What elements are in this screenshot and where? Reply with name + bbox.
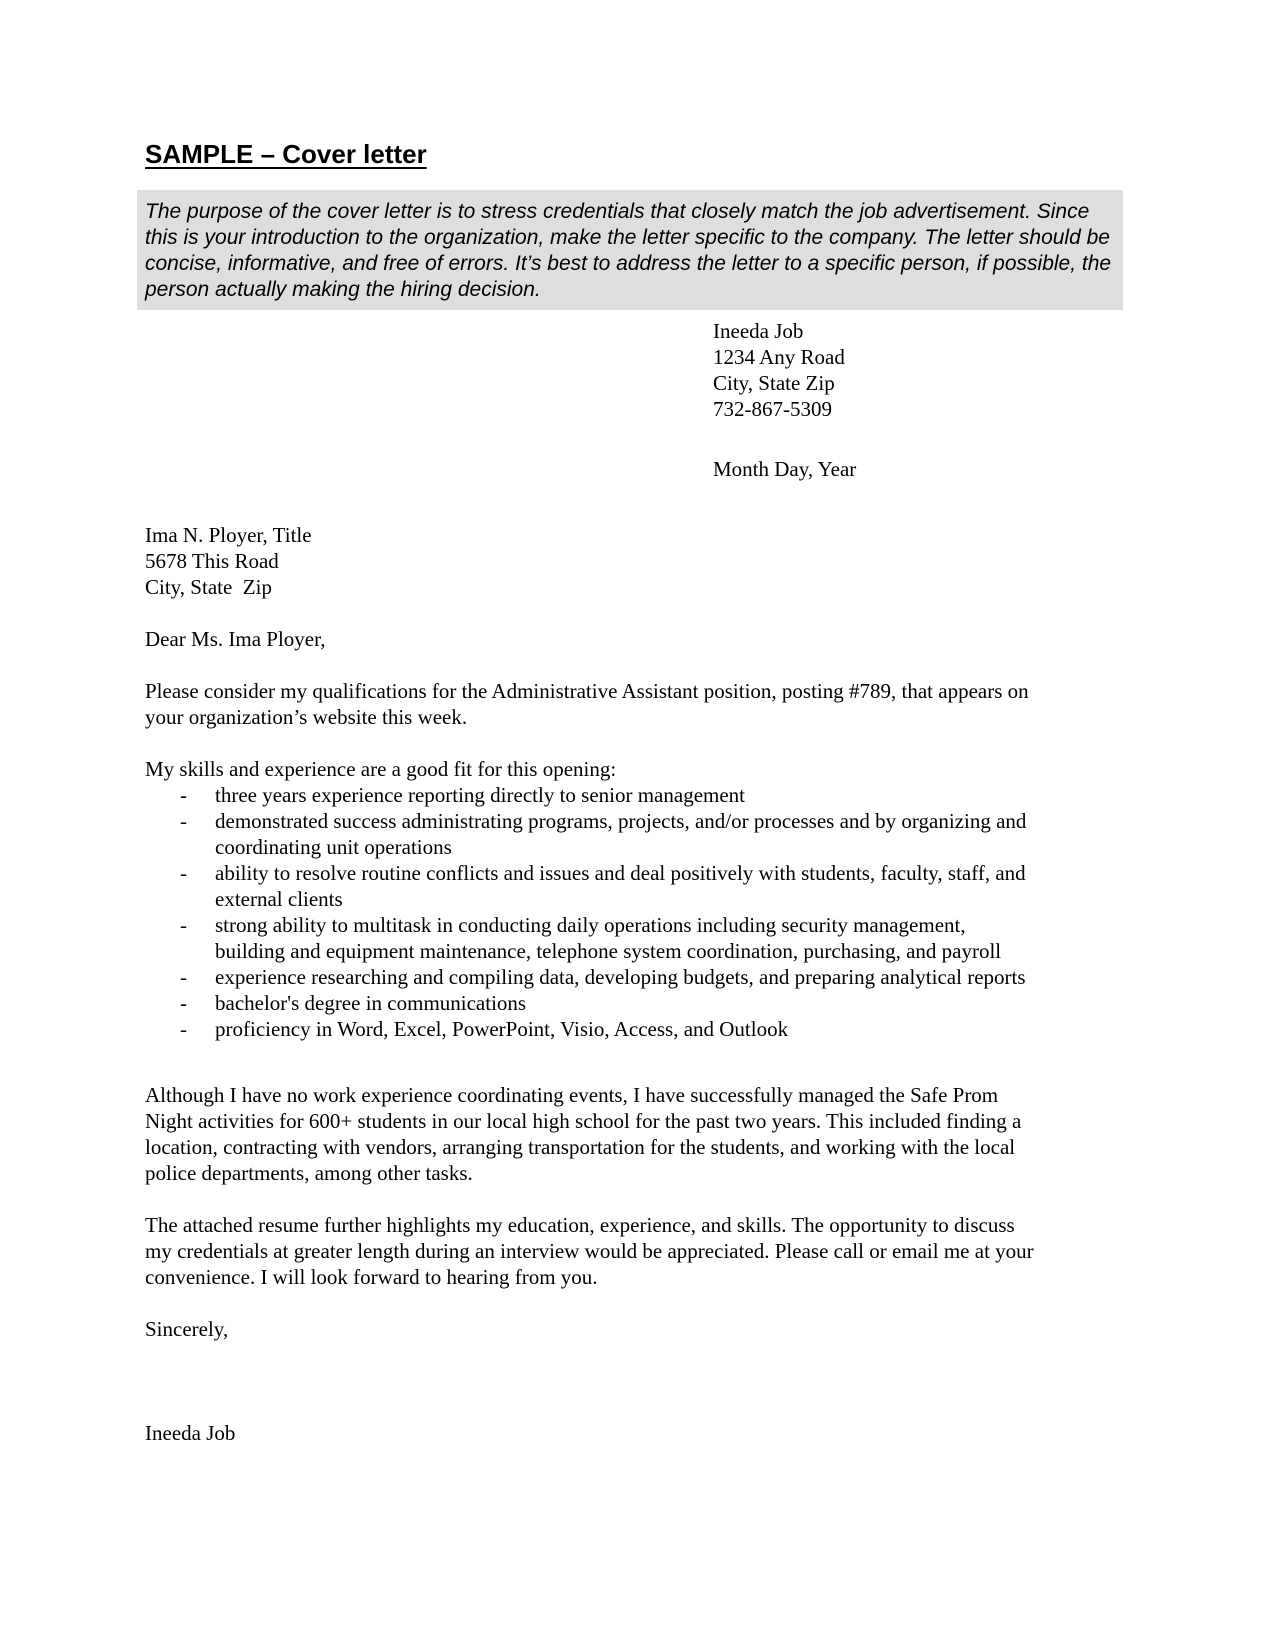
bullet-text: [215, 782, 1155, 808]
bullet-text: [215, 912, 1155, 964]
paragraph-line: Night activities for 600+ students in our local high school for the past two years. This included finding a: [145, 1109, 1022, 1133]
note-line: this is your introduction to the organization, make the letter specific to the company. The letter should be: [145, 226, 1110, 249]
paragraph-line: convenience. I will look forward to hearing from you.: [145, 1265, 598, 1289]
bullet-marker: -: [180, 1017, 187, 1041]
recipient-name: Ima N. Ployer, Title: [145, 523, 312, 547]
paragraph-intro: [145, 678, 1155, 730]
paragraph-line: The attached resume further highlights my education, experience, and skills. The opportunity to discuss: [145, 1213, 1015, 1237]
bullet-line: coordinating unit operations: [215, 835, 452, 859]
bullet-text: [215, 808, 1155, 860]
bullet-marker: -: [180, 783, 187, 807]
bullet-line: ability to resolve routine conflicts and issues and deal positively with students, faculty, staff, and: [215, 861, 1026, 885]
recipient-address-line: City, State Zip: [145, 575, 272, 599]
paragraph-line: my credentials at greater length during an interview would be appreciated. Please call or email me at your: [145, 1239, 1034, 1263]
note-line: concise, informative, and free of errors. It’s best to address the letter to a specific person, if possible, the: [145, 252, 1112, 275]
paragraph-line: location, contracting with vendors, arranging transportation for the students, and working with the local: [145, 1135, 1016, 1159]
bullet-item: [145, 808, 1155, 860]
paragraph-line: your organization’s website this week.: [145, 705, 468, 729]
bullet-marker: -: [180, 965, 187, 989]
bullet-line: proficiency in Word, Excel, PowerPoint, Visio, Access, and Outlook: [215, 1017, 789, 1041]
recipient-block: [145, 522, 1155, 600]
bullet-item: [145, 964, 1155, 990]
skills-intro: My skills and experience are a good fit for this opening:: [145, 757, 617, 781]
note-box: [137, 190, 1123, 310]
signature: Ineeda Job: [145, 1421, 236, 1445]
closing: Sincerely,: [145, 1317, 229, 1341]
bullet-text: [215, 860, 1155, 912]
paragraph-line: Although I have no work experience coordinating events, I have successfully managed the Safe Prom: [145, 1083, 999, 1107]
sender-phone: 732-867-5309: [713, 397, 832, 421]
bullet-text: [215, 1016, 1155, 1042]
bullet-line: strong ability to multitask in conducting daily operations including security management,: [215, 913, 966, 937]
bullet-line: bachelor's degree in communications: [215, 991, 527, 1015]
sender-address-line: City, State Zip: [713, 371, 835, 395]
salutation: Dear Ms. Ima Ployer,: [145, 627, 326, 651]
sender-address-line: 1234 Any Road: [713, 345, 845, 369]
sender-block: [713, 318, 1155, 422]
bullet-marker: -: [180, 913, 187, 937]
bullet-line: building and equipment maintenance, telephone system coordination, purchasing, and payroll: [215, 939, 1002, 963]
bullet-line: experience researching and compiling data, developing budgets, and preparing analytical reports: [215, 965, 1026, 989]
recipient-address-line: 5678 This Road: [145, 549, 279, 573]
bullet-line: demonstrated success administrating programs, projects, and/or processes and by organizing and: [215, 809, 1027, 833]
note-line: The purpose of the cover letter is to stress credentials that closely match the job advertisement. Since: [145, 200, 1090, 223]
bullet-item: [145, 860, 1155, 912]
letter-date: Month Day, Year: [713, 457, 857, 481]
bullet-text: [215, 964, 1155, 990]
bullet-line: three years experience reporting directly to senior management: [215, 783, 746, 807]
paragraph-closing: [145, 1212, 1155, 1290]
sender-name: Ineeda Job: [713, 319, 804, 343]
paragraph-line: police departments, among other tasks.: [145, 1161, 473, 1185]
letter-content: [145, 138, 1155, 1446]
paragraph-experience: [145, 1082, 1155, 1186]
bullet-item: [145, 1016, 1155, 1042]
paragraph-line: Please consider my qualifications for the Administrative Assistant position, posting #789, that appears on: [145, 679, 1029, 703]
bullet-list: [145, 782, 1155, 1042]
bullet-item: [145, 912, 1155, 964]
note-line: person actually making the hiring decision.: [145, 278, 541, 301]
bullet-line: external clients: [215, 887, 343, 911]
bullet-item: [145, 782, 1155, 808]
bullet-marker: -: [180, 861, 187, 885]
page-title: SAMPLE – Cover letter: [145, 139, 427, 169]
bullet-text: [215, 990, 1155, 1016]
bullet-item: [145, 990, 1155, 1016]
bullet-marker: -: [180, 809, 187, 833]
bullet-marker: -: [180, 991, 187, 1015]
